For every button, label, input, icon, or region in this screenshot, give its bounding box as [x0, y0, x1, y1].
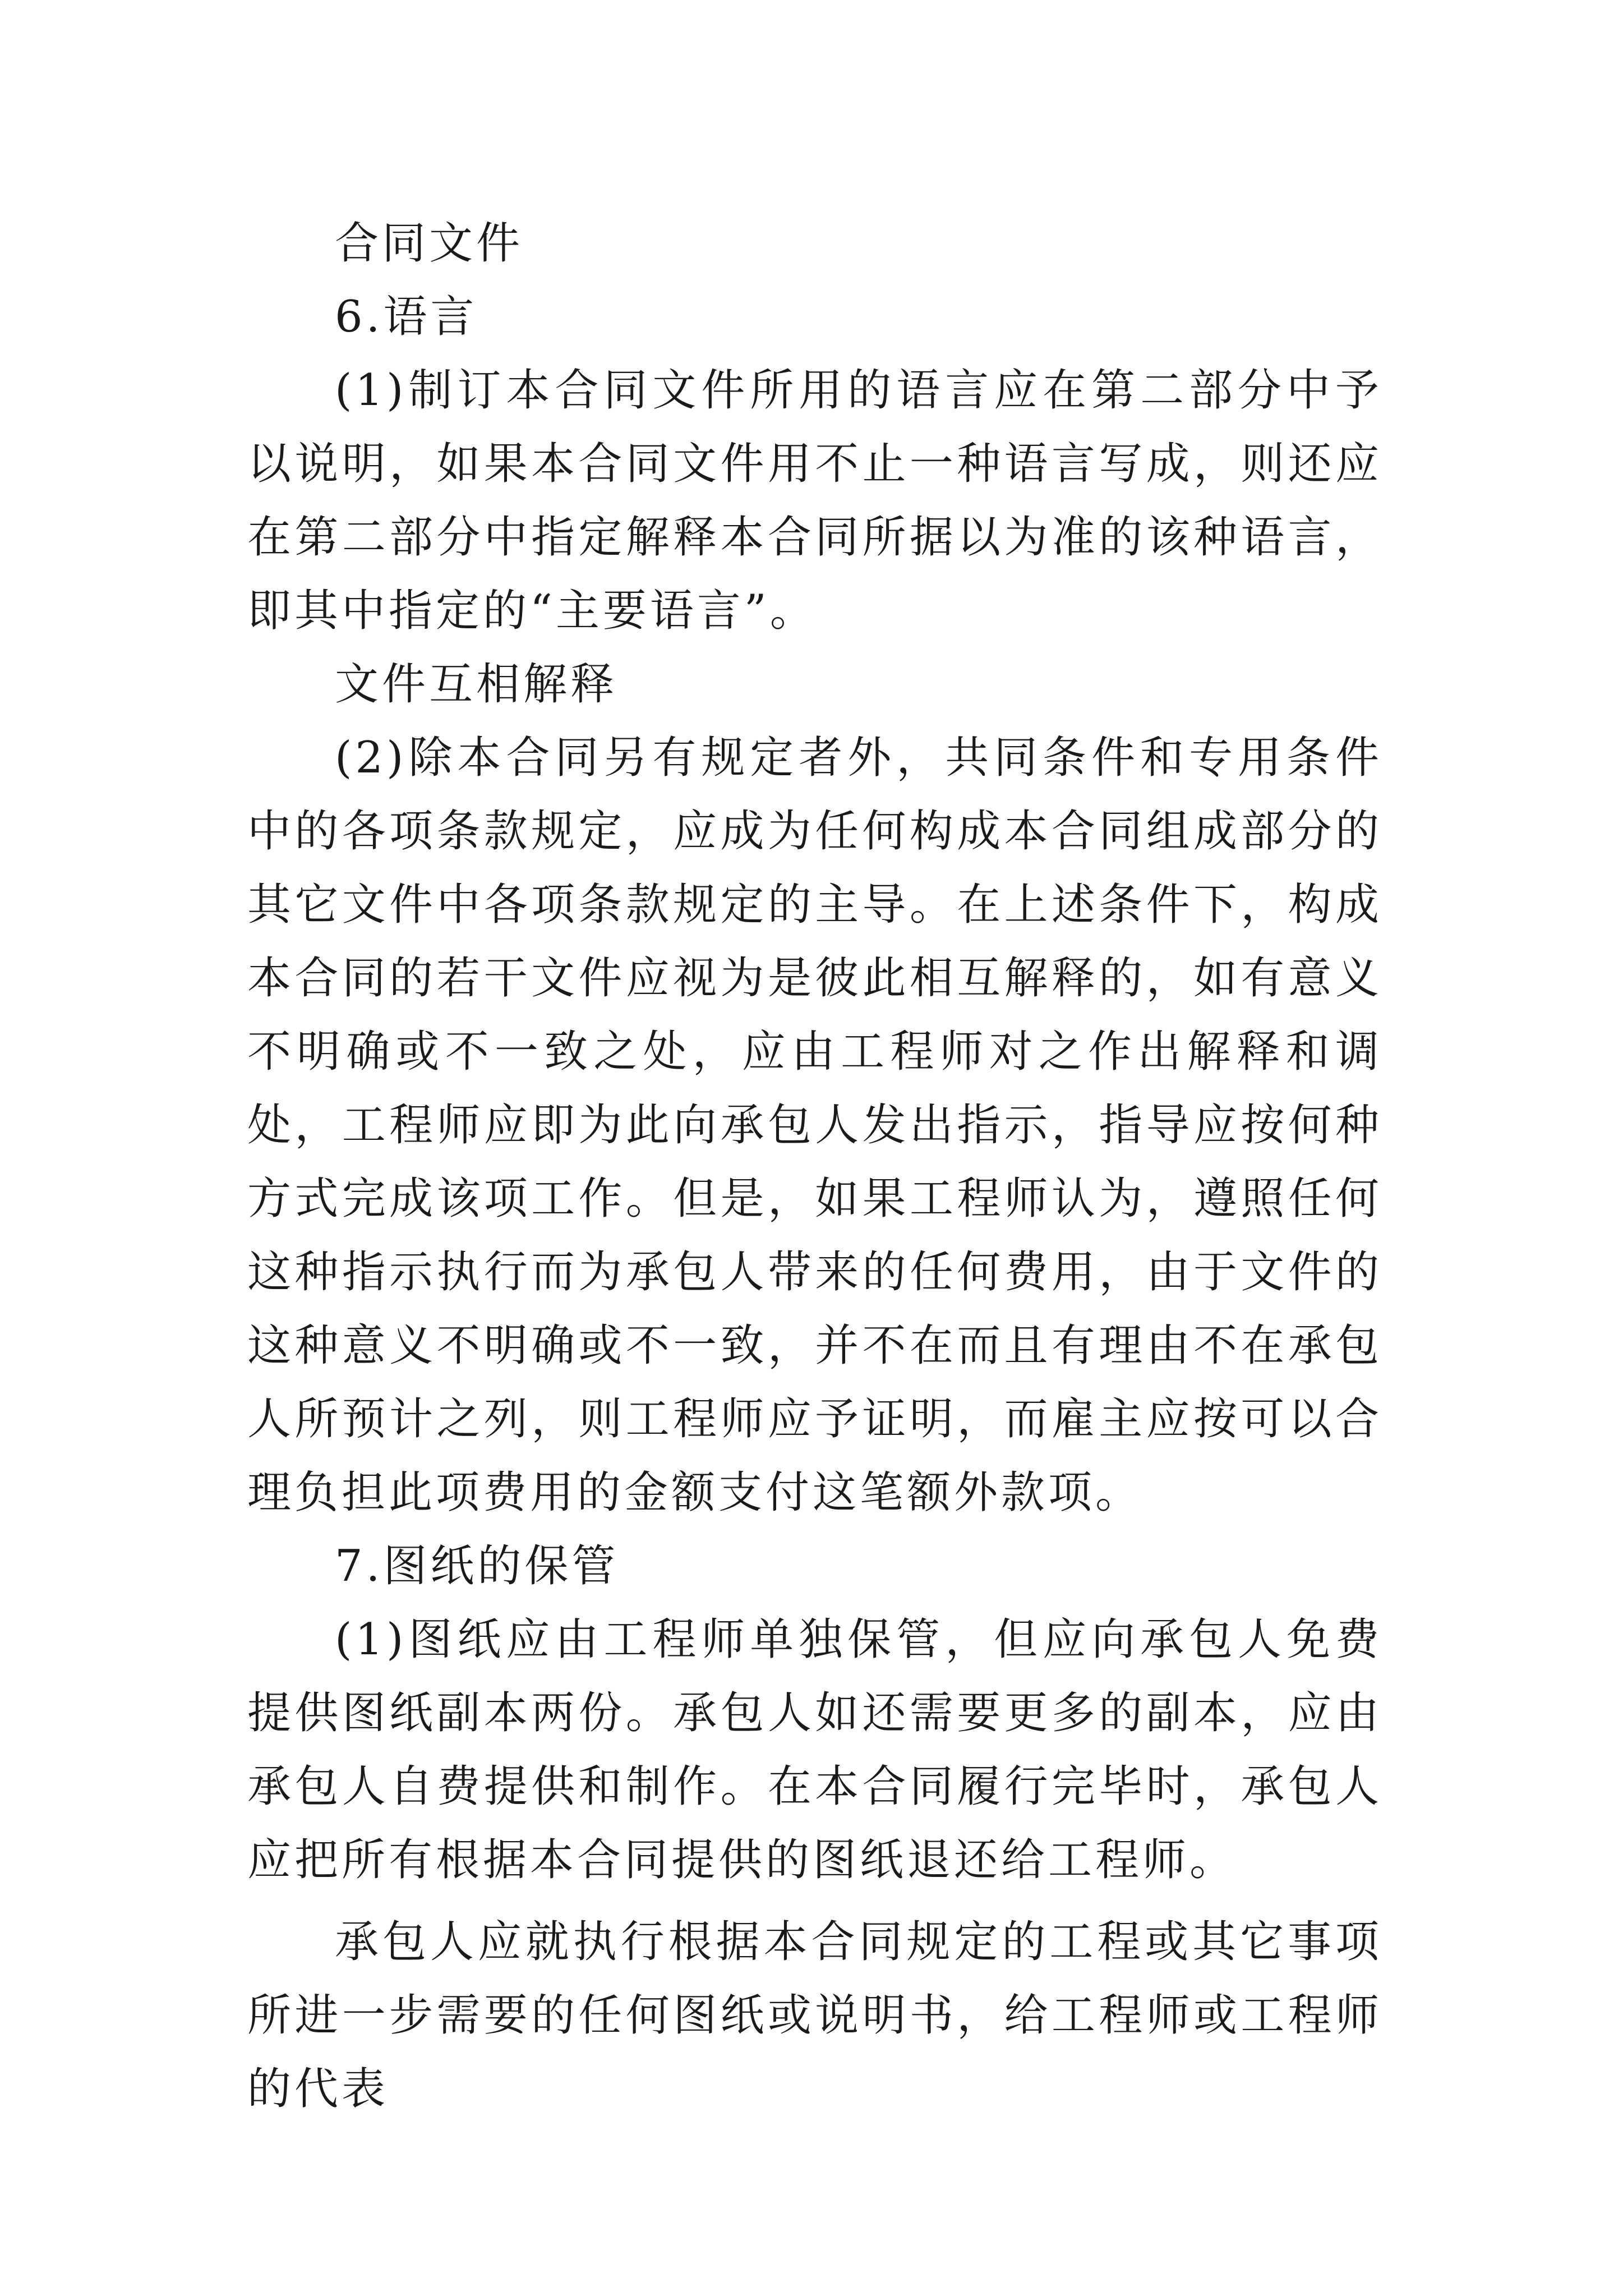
- paragraph-drawings-custody-clause: (1)图纸应由工程师单独保管，但应向承包人免费提供图纸副本两份。承包人如还需要更多的副本，应由承包人自费提供和制作。在本合同履行完毕时，承包人应把所有根据本合同提供的图纸退还给工程师。: [247, 1614, 1382, 1885]
- paragraph-interpretation-clause: (2)除本合同另有规定者外，共同条件和专用条件中的各项条款规定，应成为任何构成本合同组成部分的其它文件中各项条款规定的主导。在上述条件下，构成本合同的若干文件应视为是彼此相互解释的，如有意义不明确或不一致之处，应由工程师对之作出解释和调处，工程师应即为此向承包人发出指示，指导应按何种方式完成该项工作。但是，如果工程师认为，遵照任何这种指示执行而为承包人带来的任何费用，由于文件的这种意义不明确或不一致，并不在而且有理由不在承包人所预计之列，则工程师应予证明，而雇主应按可以合理负担此项费用的金额支付这笔额外款项。: [247, 733, 1382, 1518]
- paragraph-further-drawings-clause: 承包人应就执行根据本合同规定的工程或其它事项所进一步需要的任何图纸或说明书，给工程师或工程师的代表: [247, 1917, 1382, 2114]
- section-heading-language: 6.语言: [335, 292, 478, 342]
- paragraph-spacer: [247, 1897, 1382, 1906]
- document-body: [247, 207, 1382, 2126]
- section-heading-mutual-interpretation: 文件互相解释: [335, 659, 618, 710]
- paragraph-language-clause: (1)制订本合同文件所用的语言应在第二部分中予以说明，如果本合同文件用不止一种语言写成，则还应在第二部分中指定解释本合同所据以为准的该种语言，即其中指定的“主要语言”。: [247, 365, 1382, 636]
- section-heading-custody-of-drawings: 7.图纸的保管: [335, 1541, 619, 1591]
- section-heading-contract-documents: 合同文件: [335, 218, 524, 269]
